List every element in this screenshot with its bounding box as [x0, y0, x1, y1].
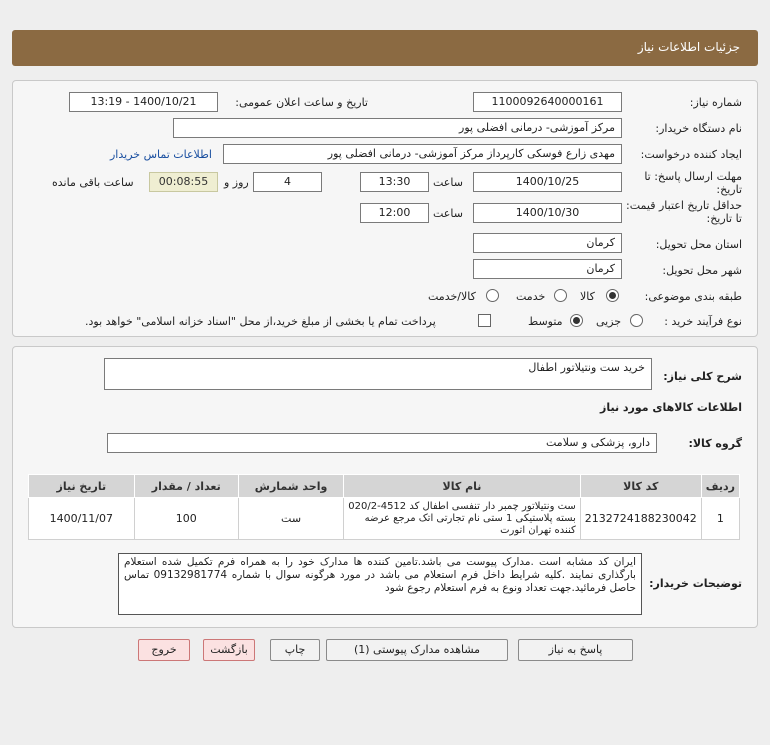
category-goods-service-radio[interactable] [486, 289, 499, 302]
back-button[interactable]: بازگشت [203, 639, 255, 661]
need-description-field: خرید ست ونتیلاتور اطفال [104, 358, 652, 390]
table-header-row [29, 475, 740, 498]
validity-label: حداقل تاریخ اعتبار قیمت: تا تاریخ: [626, 199, 742, 225]
cell-qty: 100 [134, 498, 238, 540]
process-medium-label: متوسط [528, 315, 563, 328]
validity-date-field: 1400/10/30 [473, 203, 622, 223]
col-name: نام کالا [344, 475, 581, 498]
goods-group-label: گروه کالا: [688, 437, 742, 450]
page-title: جزئیات اطلاعات نیاز [637, 40, 740, 54]
category-service-label: خدمت [516, 290, 546, 303]
col-date: تاریخ نیاز [29, 475, 135, 498]
reply-button[interactable]: پاسخ به نیاز [518, 639, 633, 661]
process-minor-radio[interactable] [630, 314, 643, 327]
category-label: طبقه بندی موضوعی: [644, 290, 742, 303]
remaining-label: ساعت باقی مانده [52, 176, 134, 189]
deadline-time-label: ساعت [433, 176, 463, 189]
remaining-timer: 00:08:55 [149, 172, 218, 192]
deadline-time-field: 13:30 [360, 172, 429, 192]
days-field: 4 [253, 172, 322, 192]
table-row [29, 498, 740, 540]
print-button[interactable]: چاپ [270, 639, 320, 661]
announce-field: 1400/10/21 - 13:19 [69, 92, 218, 112]
deadline-label: مهلت ارسال پاسخ: تا تاریخ: [644, 170, 742, 196]
announce-label: تاریخ و ساعت اعلان عمومی: [235, 96, 368, 109]
cell-unit: ست [238, 498, 343, 540]
goods-info-title: اطلاعات کالاهای مورد نیاز [600, 401, 742, 414]
validity-time-label: ساعت [433, 207, 463, 220]
deadline-date-field: 1400/10/25 [473, 172, 622, 192]
category-goods-service-label: کالا/خدمت [428, 290, 476, 303]
col-code: کد کالا [580, 475, 701, 498]
category-service-radio[interactable] [554, 289, 567, 302]
city-label: شهر محل تحویل: [662, 264, 742, 277]
need-number-label: شماره نیاز: [689, 96, 742, 109]
treasury-payment-checkbox[interactable] [478, 314, 491, 327]
buyer-contact-link[interactable]: اطلاعات تماس خریدار [110, 148, 212, 161]
goods-group-field: دارو، پزشکی و سلامت [107, 433, 657, 453]
process-medium-radio[interactable] [570, 314, 583, 327]
treasury-payment-note: پرداخت تمام یا بخشی از مبلغ خرید،از محل "اسناد خزانه اسلامی" خواهد بود. [85, 315, 436, 328]
category-goods-radio[interactable] [606, 289, 619, 302]
buyer-notes-field: ایران کد مشابه است .مدارک پیوست می باشد.تامین کننده ها مدارک خود را به همراه فرم تکمیل شده استعلام بارگذاری نمایند .کلیه شرایط داخل فرم استعلام می باشد در مورد هرگونه سوال با شماره 09132981774 تماس حاصل فرمائید.جهت تعداد ونوع به فرم استعلام رجوع شود [118, 553, 642, 615]
province-label: استان محل تحویل: [655, 238, 742, 251]
items-table [28, 474, 740, 540]
process-label: نوع فرآیند خرید : [664, 315, 742, 328]
col-unit: واحد شمارش [238, 475, 343, 498]
validity-time-field: 12:00 [360, 203, 429, 223]
buyer-org-label: نام دستگاه خریدار: [655, 122, 742, 135]
need-description-label: شرح کلی نیاز: [663, 370, 742, 383]
cell-name: ست ونتیلاتور چمبر دار تنفسی اطفال کد 4512-020/2 بسته پلاستیکی 1 ستی نام تجارتی اتک مرجع عرضه کننده تهران اتورت [344, 498, 581, 540]
need-number-field: 1100092640000161 [473, 92, 622, 112]
creator-field: مهدی زارع فوسکی کارپرداز مرکز آموزشی- درمانی افضلی پور [223, 144, 622, 164]
province-field: کرمان [473, 233, 622, 253]
exit-button[interactable]: خروج [138, 639, 190, 661]
page-header [12, 30, 758, 66]
creator-label: ایجاد کننده درخواست: [640, 148, 742, 161]
buyer-notes-label: توضیحات خریدار: [649, 577, 742, 590]
buyer-org-field: مرکز آموزشی- درمانی افضلی پور [173, 118, 622, 138]
cell-date: 1400/11/07 [29, 498, 135, 540]
items-table-wrap [28, 474, 740, 540]
col-qty: تعداد / مقدار [134, 475, 238, 498]
process-minor-label: جزیی [596, 315, 622, 328]
category-goods-label: کالا [580, 290, 595, 303]
days-label: روز و [224, 176, 249, 189]
col-row: ردیف [701, 475, 739, 498]
attachments-button[interactable]: مشاهده مدارک پیوستی (1) [326, 639, 508, 661]
cell-row: 1 [701, 498, 739, 540]
cell-code: 2132724188230042 [580, 498, 701, 540]
city-field: کرمان [473, 259, 622, 279]
